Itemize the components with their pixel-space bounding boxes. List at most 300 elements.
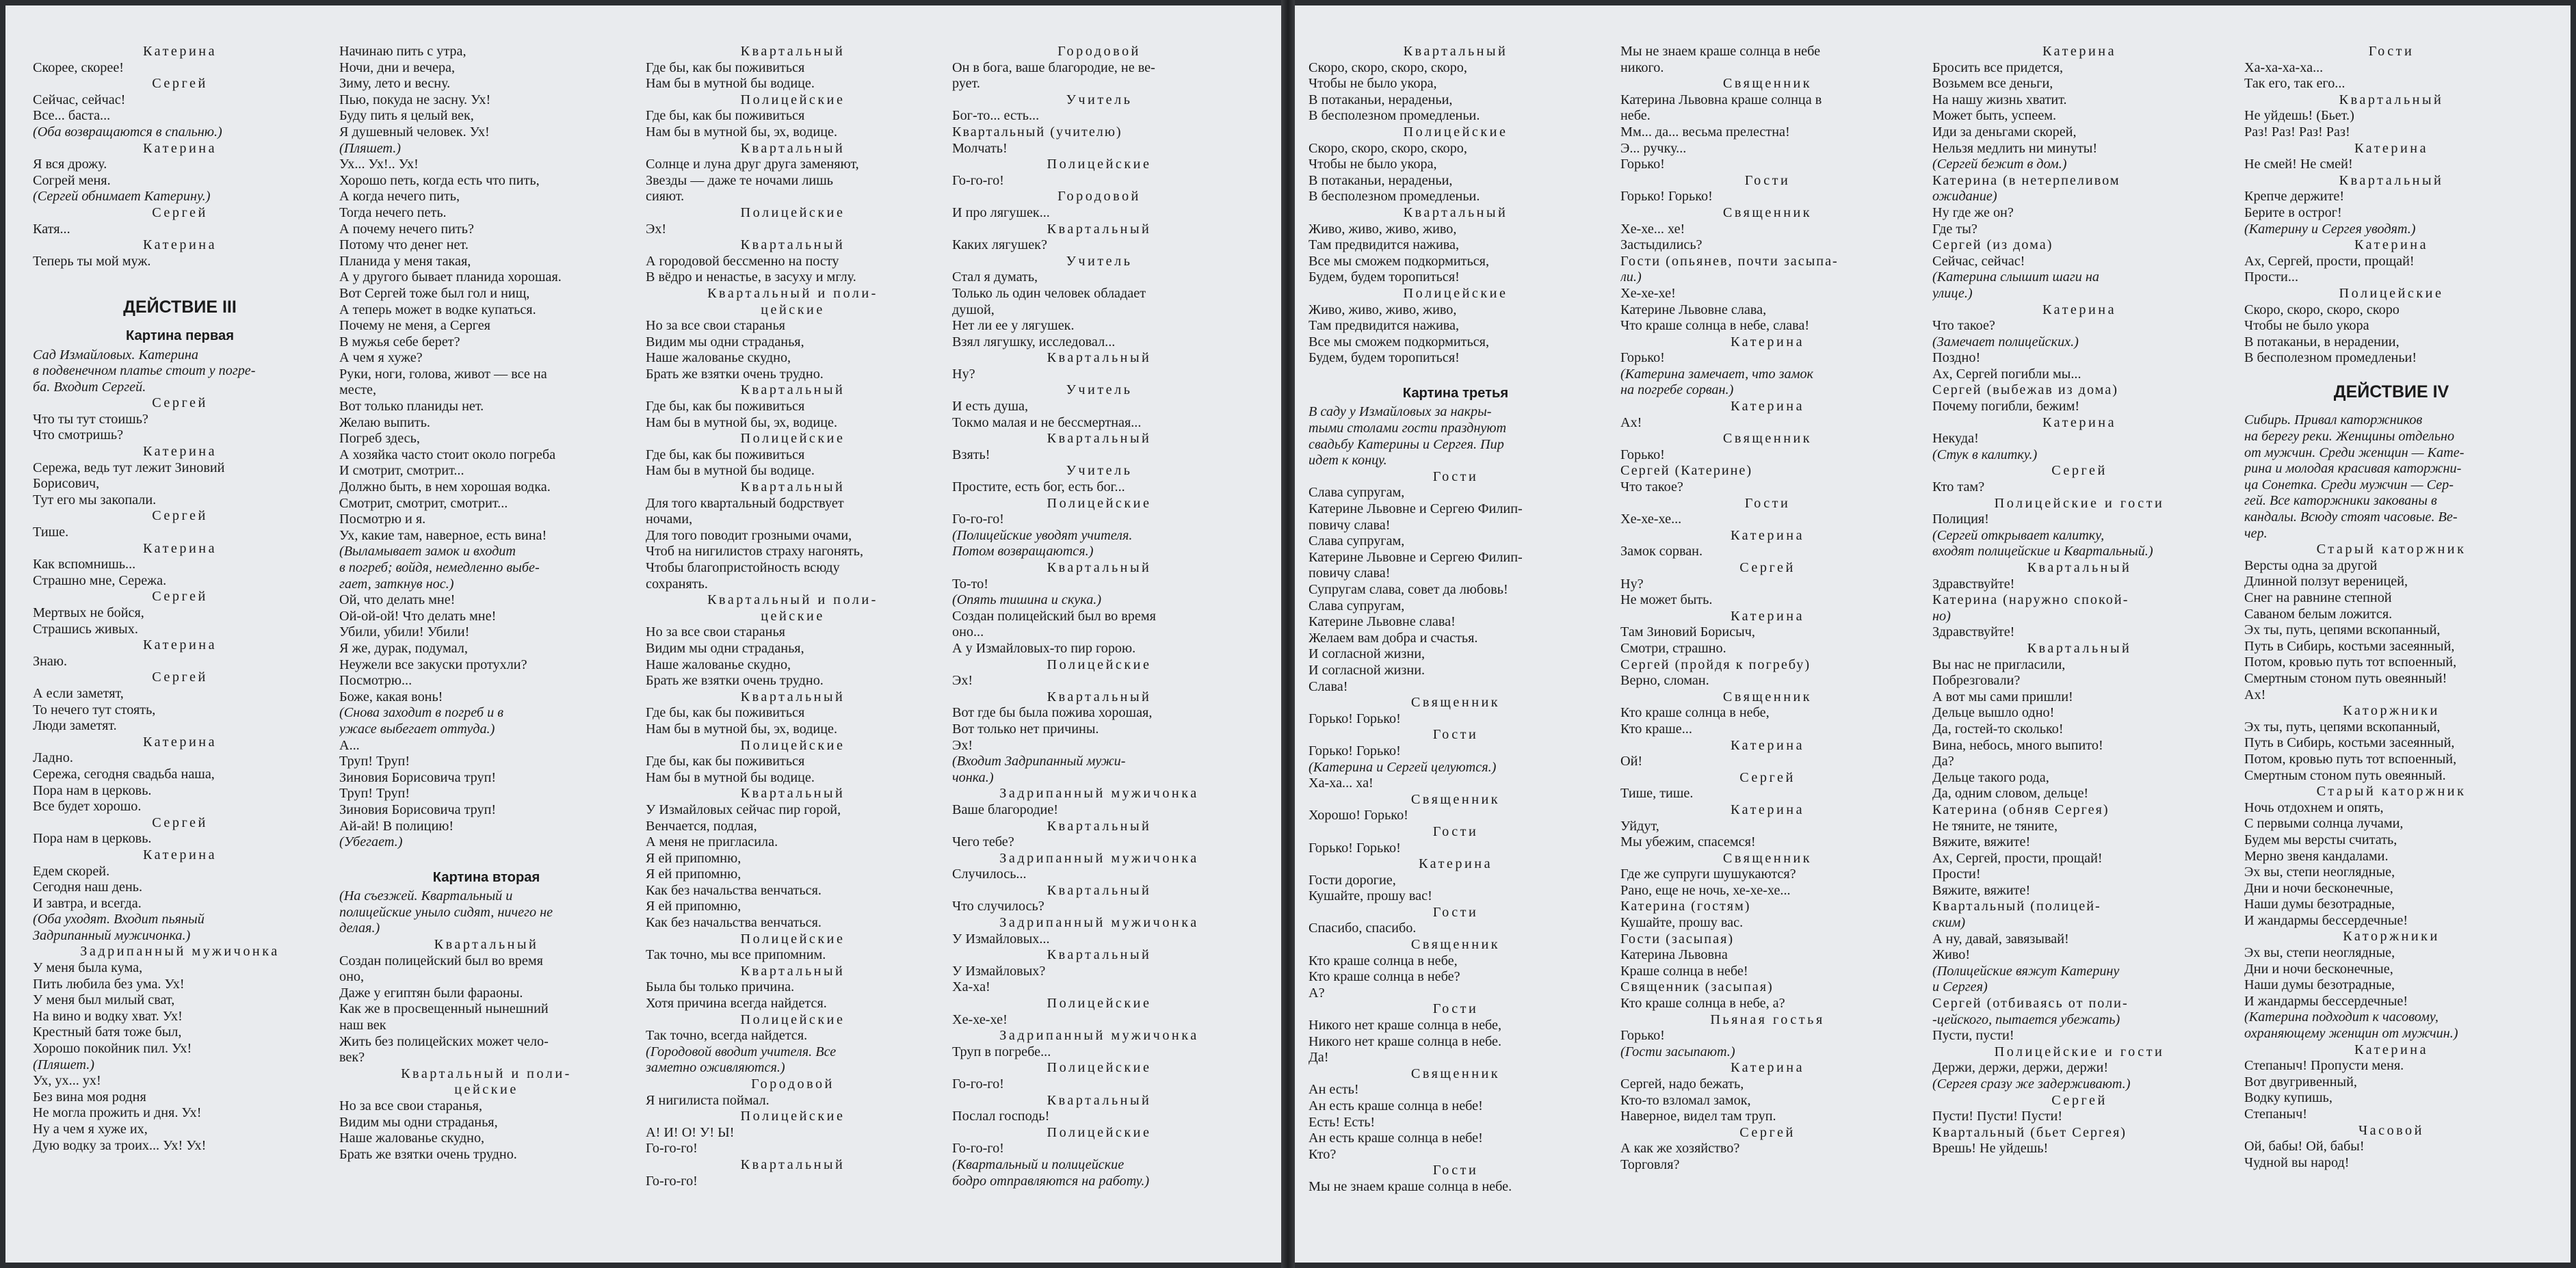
text-line: Вот где бы была пожива хорошая, — [952, 705, 1153, 721]
act-heading: ДЕЙСТВИЕ III — [123, 298, 237, 317]
text-line: Наверное, видел там труп. — [1620, 1109, 1776, 1124]
text-line: Эх! — [646, 221, 667, 237]
text-line: Ночи, дни и вечера, — [339, 60, 456, 75]
text-line: Почему погибли, бежим! — [1932, 399, 2080, 414]
text-line: Ай-ай! В полицию! — [339, 818, 454, 834]
stage-direction: -цейского, пытается убежать) — [1932, 1012, 2120, 1027]
text-line: Нам бы в мутной бы, эх, водице. — [646, 721, 838, 737]
text-line: Смотрит, смотрит, смотрит... — [339, 495, 508, 511]
text-line: Ой, бабы! Ой, бабы! — [2244, 1139, 2365, 1154]
speaker-name: Священник — [1722, 850, 1813, 866]
speaker-name: Задрипанный мужичонка — [999, 786, 1199, 802]
text-line: Нам бы в мутной бы водице. — [646, 463, 815, 479]
text-line: Кто краше солнца в небе, — [1309, 953, 1458, 968]
text-line: Почему не меня, а Сергея — [339, 318, 490, 334]
stage-direction: рина и молодая красивая каторжни- — [2244, 461, 2462, 477]
speaker-name: Катерина — [1730, 399, 1805, 414]
text-line: Где же супруги шушукаются? — [1620, 867, 1796, 882]
text-line: повичу слава! — [1309, 566, 1391, 581]
text-line: Спасибо, спасибо. — [1309, 921, 1417, 936]
speaker-name: Квартальный — [2027, 560, 2132, 575]
speaker-name: Священник (засыпая) — [1620, 979, 1774, 995]
text-line: Без вина моя родня — [33, 1089, 146, 1105]
text-line: сияют. — [646, 189, 685, 204]
text-line: Водку купишь, — [2244, 1090, 2332, 1106]
text-line: Смертным стоном путь овеянный! — [2244, 670, 2447, 686]
speaker-name: Катерина — [142, 637, 218, 653]
text-line: Кто краше солнца в небе, а? — [1620, 996, 1785, 1012]
text-line: Послал господь! — [952, 1109, 1050, 1124]
text-line: Го-го-го! — [646, 1173, 698, 1189]
speaker-name: Катерина — [2042, 302, 2117, 317]
text-line: Скорее, скорее! — [33, 60, 124, 75]
stage-direction: полицейские уныло сидят, ничего не — [339, 904, 553, 920]
text-line: Здравствуйте! — [1932, 576, 2015, 592]
speaker-name: Полицейские — [1047, 495, 1152, 511]
text-line: Но за все свои старанья — [646, 318, 785, 334]
speaker-name: Квартальный — [434, 937, 539, 953]
text-line: Не тяните, не тяните, — [1932, 818, 2058, 834]
stage-direction: чонка.) — [952, 769, 994, 785]
text-line: Слава! — [1309, 678, 1348, 694]
text-line: Ах! — [2244, 687, 2266, 702]
text-line: Где бы, как бы поживиться — [646, 108, 805, 124]
stage-direction: (Полицейские уводят учителя. — [952, 527, 1133, 543]
speaker-name: Сергей — [1739, 560, 1796, 575]
text-line: А! И! О! У! Ы! — [646, 1124, 735, 1140]
text-line: И есть душа, — [952, 399, 1029, 414]
text-line: Тише. — [33, 525, 69, 540]
text-column — [1309, 44, 1603, 1254]
text-line: И про лягушек... — [952, 204, 1050, 220]
text-column — [33, 44, 327, 1254]
text-line: Хорошо петь, когда есть что пить, — [339, 172, 540, 188]
speaker-name: Учитель — [1066, 463, 1133, 479]
text-line: Ан есть краше солнца в небе! — [1309, 1131, 1483, 1146]
text-line: А хозяйка часто стоит около погреба — [339, 447, 556, 462]
speaker-name: Сергей — [152, 204, 208, 220]
speaker-name: Катерина — [2042, 44, 2117, 59]
text-line: Слава супругам, — [1309, 533, 1405, 549]
speaker-name: Квартальный — [2027, 640, 2132, 656]
text-line: век? — [339, 1050, 365, 1066]
speaker-name: Квартальный — [1047, 350, 1152, 366]
text-column — [1620, 44, 1915, 1254]
speaker-name: Полицейские — [1047, 657, 1152, 672]
text-line: Будем, будем торопиться! — [1309, 269, 1460, 285]
speaker-name: Священник — [1410, 937, 1501, 953]
text-line: А... — [339, 737, 360, 753]
spacer — [33, 269, 327, 282]
text-line: Тише, тише. — [1620, 786, 1694, 802]
speaker-name: Катерина — [1730, 334, 1805, 349]
speaker-name: Квартальный — [740, 382, 845, 398]
text-line: Эх вы, степи неоглядные, — [2244, 864, 2395, 880]
text-line: С первыми солнца лучами, — [2244, 816, 2404, 832]
text-column — [952, 44, 1246, 1254]
stage-direction: улице.) — [1932, 285, 1973, 301]
speaker-name: Квартальный — [1047, 947, 1152, 963]
text-line: Ой-ой-ой! Что делать мне! — [339, 608, 497, 624]
speaker-name: Квартальный и поли- — [401, 1066, 572, 1081]
text-line: У меня была кума, — [33, 960, 143, 976]
text-line: Он в бога, ваше благородие, не ве- — [952, 60, 1155, 75]
text-line: Поздно! — [1932, 350, 1981, 366]
text-line: Наше жалованье скудно, — [339, 1131, 485, 1146]
text-line: Пусти, пусти! — [1932, 1028, 2014, 1044]
text-line: Смотри, страшно. — [1620, 640, 1726, 656]
text-line: Прости! — [1932, 867, 1981, 882]
text-line: А вот мы сами пришли! — [1932, 689, 2073, 704]
text-line: Катерина Львовна — [1620, 947, 1728, 963]
text-line: Мм... да... весьма прелестна! — [1620, 124, 1790, 140]
text-line: Го-го-го! — [952, 1077, 1004, 1092]
stage-direction: ли.) — [1620, 269, 1642, 285]
text-line: Случилось... — [952, 867, 1027, 882]
stage-direction: (Замечает полицейских.) — [1932, 334, 2079, 349]
stage-direction: (Катерину и Сергея уводят.) — [2244, 221, 2416, 237]
text-line: Зиновия Борисовича труп! — [339, 769, 497, 785]
text-line: Мы не знаем краше солнца в небе. — [1309, 1178, 1512, 1194]
text-line: Горько! Горько! — [1309, 743, 1401, 758]
text-line: повичу слава! — [1309, 517, 1391, 533]
text-line: Не смей! Не смей! — [2244, 157, 2353, 172]
speaker-name: Катерина — [142, 734, 218, 750]
stage-direction: (Полицейские вяжут Катерину — [1932, 963, 2120, 979]
text-line: Тогда нечего петь. — [339, 204, 447, 220]
text-line: Ваше благородие! — [952, 802, 1059, 817]
text-line: А? — [1309, 985, 1325, 1001]
speaker-name: Полицейские — [1047, 157, 1152, 172]
text-line: Сергей, надо бежать, — [1620, 1077, 1744, 1092]
text-line: Чтобы не было укора, — [1309, 76, 1437, 92]
text-line: Дни и ночи бесконечные, — [2244, 880, 2393, 896]
stage-direction: Задрипанный мужичонка.) — [33, 927, 191, 943]
stage-direction: Сибирь. Привал каторжников — [2244, 412, 2423, 428]
text-line: Чтобы не было укора — [2244, 318, 2369, 334]
text-line: Где ты? — [1932, 221, 1977, 237]
stage-direction: на погребе сорван.) — [1620, 382, 1734, 398]
text-line: Создан полицейский был во время — [952, 608, 1156, 624]
text-line: Эх! — [952, 737, 973, 753]
speaker-name: Катерина — [2354, 1042, 2429, 1057]
text-line: Путь в Сибирь, костьми засеянный, — [2244, 638, 2455, 654]
text-line: Замок сорван. — [1620, 544, 1703, 559]
text-line: Саваном белым ложится. — [2244, 606, 2393, 622]
stage-direction: (Сергей бежит в дом.) — [1932, 157, 2067, 172]
text-line: Нельзя медлить ни минуты! — [1932, 140, 2098, 156]
speaker-name: Священник — [1722, 689, 1813, 704]
text-line: Желаю выпить. — [339, 414, 430, 430]
text-line: Прости... — [2244, 269, 2298, 285]
text-line: Ах! — [1620, 414, 1642, 430]
text-line: Держи, держи, держи, держи! — [1932, 1060, 2109, 1076]
text-line: Я нигилиста поймал. — [646, 1092, 770, 1108]
book-gutter — [1281, 0, 1295, 1268]
stage-direction: ским) — [1932, 915, 1966, 931]
speaker-name: Квартальный — [1047, 431, 1152, 447]
speaker-name: Катерина — [142, 44, 218, 59]
act-heading: ДЕЙСТВИЕ IV — [2333, 382, 2449, 401]
text-line: Рано, еще не ночь, хе-хе-хе... — [1620, 882, 1791, 898]
text-line: Хе-хе... хе! — [1620, 221, 1685, 237]
text-line: Как без начальства венчаться. — [646, 915, 822, 931]
text-line: Я душевный человек. Ух! — [339, 124, 490, 140]
stage-direction: но) — [1932, 608, 1951, 624]
speaker-name: Квартальный — [2339, 92, 2444, 107]
text-line: Взять! — [952, 447, 990, 462]
text-line: Кто краше... — [1620, 721, 1692, 737]
text-line: Теперь ты мой муж. — [33, 253, 151, 269]
text-line: Ой! — [1620, 754, 1643, 769]
speaker-name: Сергей (отбиваясь от поли- — [1932, 996, 2129, 1012]
text-line: Скоро, скоро, скоро, скоро, — [1309, 60, 1467, 75]
speaker-name: Полицейские — [1047, 1124, 1152, 1140]
text-line: Вы нас не пригласили, — [1932, 657, 2066, 672]
speaker-name: Городовой — [1057, 44, 1141, 59]
speaker-name: Квартальный (учителю) — [952, 124, 1122, 140]
text-line: Где бы, как бы поживиться — [646, 447, 805, 462]
text-line: Есть! Есть! — [1309, 1114, 1376, 1130]
text-line: Что такое? — [1620, 479, 1683, 495]
text-line: А если заметят, — [33, 685, 124, 701]
text-line: ночами, — [646, 512, 693, 527]
speaker-name: Катерина — [1730, 737, 1805, 753]
text-line: Видим мы одни страданья, — [646, 640, 804, 656]
speaker-name: Полицейские — [2339, 285, 2444, 301]
text-line: Кто краше солнца в небе? — [1309, 969, 1460, 985]
speaker-name: Катерина — [142, 540, 218, 556]
text-line: Труп! Труп! — [339, 786, 410, 802]
speaker-name: Катерина (обняв Сергея) — [1932, 802, 2110, 817]
text-line: Катерина Львовна краше солнца в — [1620, 92, 1822, 107]
speaker-name: Гости — [1432, 1163, 1479, 1178]
text-line: Где бы, как бы поживиться — [646, 399, 805, 414]
text-line: Ну где же он? — [1932, 204, 2014, 220]
text-line: Путь в Сибирь, костьми засеянный, — [2244, 735, 2455, 751]
speaker-name: Квартальный — [2339, 172, 2444, 188]
speaker-name: Старый каторжник — [2316, 542, 2467, 557]
text-line: Только ль один человек обладает — [952, 285, 1146, 301]
scene-heading: Картина вторая — [432, 869, 540, 885]
text-line: Мы не знаем краше солнца в небе — [1620, 44, 1821, 59]
speaker-name: Сергей (Катерине) — [1620, 463, 1753, 479]
text-line: Не уйдешь! (Бьет.) — [2244, 108, 2354, 124]
text-line: Хорошо! Горько! — [1309, 808, 1408, 823]
speaker-name: Полицейские — [740, 1012, 845, 1027]
stage-direction: заметно оживляются.) — [646, 1060, 785, 1076]
text-column — [339, 44, 633, 1254]
text-line: Брать же взятки очень трудно. — [339, 1146, 517, 1162]
stage-direction: (Катерина слышит шаги на — [1932, 269, 2099, 285]
stage-direction: (Пляшет.) — [33, 1057, 95, 1072]
speaker-name: Священник — [1410, 1066, 1501, 1081]
text-line: Пить любила без ума. Ух! — [33, 976, 185, 992]
stage-direction: бодро отправляются на работу.) — [952, 1173, 1150, 1189]
text-line: душой, — [952, 302, 995, 317]
text-line: Там предвидится нажива, — [1309, 237, 1460, 253]
text-line: Ну? — [1620, 576, 1644, 592]
text-line: Чтобы не было укора, — [1309, 157, 1437, 172]
text-line: Живо, живо, живо, живо, — [1309, 221, 1457, 237]
text-line: Убили, убили! Убили! — [339, 624, 470, 640]
text-line: Все... баста... — [33, 108, 111, 124]
speaker-name: Задрипанный мужичонка — [999, 850, 1199, 866]
speaker-name: Квартальный — [1047, 560, 1152, 575]
stage-direction: (Входит Задрипанный мужи- — [952, 754, 1126, 769]
stage-direction: (Выламывает замок и входит — [339, 544, 516, 559]
speaker-name: Полицейские — [1403, 124, 1508, 140]
text-line: Возьмем все деньги, — [1932, 76, 2053, 92]
speaker-name: Сергей — [152, 395, 208, 411]
speaker-name: Квартальный — [1403, 44, 1508, 59]
stage-direction: ожидание) — [1932, 189, 1997, 204]
speaker-name: Катерина — [142, 237, 218, 253]
text-line: Да? — [1932, 754, 1954, 769]
text-line: Чудной вы народ! — [2244, 1154, 2350, 1170]
text-line: Стал я думать, — [952, 269, 1038, 285]
text-line: Чего тебе? — [952, 834, 1014, 850]
text-line: Как без начальства венчаться. — [646, 882, 822, 898]
text-line: месте, — [339, 382, 377, 398]
text-line: Ха-ха-ха-ха... — [2244, 60, 2324, 75]
text-line: Да, одним словом, дельце! — [1932, 786, 2089, 802]
text-line: Вяжите, вяжите! — [1932, 834, 2031, 850]
text-line: Там Зиновий Борисыч, — [1620, 624, 1755, 640]
text-line: Руки, ноги, голова, живот — все на — [339, 366, 547, 382]
text-line: Будем мы версты считать, — [2244, 832, 2397, 847]
text-column — [646, 44, 940, 1254]
speaker-name: Старый каторжник — [2316, 784, 2467, 800]
text-line: Что такое? — [1932, 318, 1995, 334]
text-line: Эх! — [952, 673, 973, 689]
text-line: Ха-ха... ха! — [1309, 776, 1374, 791]
text-line: Так точно, всегда найдется. — [646, 1028, 808, 1044]
text-line: Иди за деньгами скорей, — [1932, 124, 2077, 140]
text-line: В мужья себе берет? — [339, 334, 460, 349]
text-line: Пью, покуда не засну. Ух! — [339, 92, 491, 107]
text-line: Потом, кровью путь тот вспоенный, — [2244, 751, 2457, 767]
speaker-name: Задрипанный мужичонка — [999, 915, 1199, 931]
speaker-name: Квартальный — [740, 1157, 845, 1172]
text-line: Брать же взятки очень трудно. — [646, 366, 824, 382]
text-line: Наши думы безотрадные, — [2244, 977, 2395, 993]
text-line: Скоро, скоро, скоро, скоро, — [1309, 140, 1467, 156]
text-line: Ладно. — [33, 750, 73, 766]
text-line: Как вспомнишь... — [33, 557, 136, 572]
text-line: А у Измайловых-то пир горою. — [952, 640, 1136, 656]
stage-direction: Потом возвращаются.) — [952, 544, 1094, 559]
stage-direction: В саду у Измайловых за накры- — [1309, 404, 1492, 420]
text-line: Застыдились? — [1620, 237, 1703, 253]
stage-direction: (На съезжей. Квартальный и — [339, 888, 513, 904]
text-line: Кушайте, прошу вас. — [1620, 915, 1744, 931]
text-line: Венчается, подлая, — [646, 818, 757, 834]
text-line: Где бы, как бы поживиться — [646, 705, 805, 721]
text-line: Вот только нет причины. — [952, 721, 1099, 737]
text-line: Все мы сможем подкормиться, — [1309, 334, 1490, 349]
spacer — [339, 851, 633, 863]
text-line: рует. — [952, 76, 980, 92]
speaker-name: Задрипанный мужичонка — [999, 1028, 1199, 1044]
text-line: Где бы, как бы поживиться — [646, 60, 805, 75]
text-line: Го-го-го! — [646, 1141, 698, 1157]
text-line: Ух, какие там, наверное, есть вина! — [339, 527, 547, 543]
text-line: Верно, сломан. — [1620, 673, 1709, 689]
text-line: Сейчас, сейчас! — [33, 92, 126, 107]
text-line: оно... — [952, 624, 984, 640]
speaker-name: Священник — [1722, 76, 1813, 92]
stage-direction: в подвенечном платье стоит у погре- — [33, 363, 256, 379]
text-line: Не может быть. — [1620, 592, 1713, 608]
speaker-name: Полицейские — [740, 92, 845, 107]
text-line: Крестный батя тоже был, — [33, 1025, 182, 1040]
text-line: Создан полицейский был во время — [339, 953, 543, 968]
text-line: Краше солнца в небе! — [1620, 963, 1748, 979]
text-line: Планида у меня такая, — [339, 253, 471, 269]
text-line: Крепче держите! — [2244, 189, 2345, 204]
text-line: Страшно мне, Сережа. — [33, 572, 167, 588]
speaker-name: Катерина — [142, 444, 218, 460]
text-line: Хорошо покойник пил. Ух! — [33, 1041, 192, 1057]
text-line: Пора нам в церковь. — [33, 782, 152, 798]
text-line: Жить без полицейских может чело- — [339, 1033, 549, 1049]
text-line: Мы убежим, спасемся! — [1620, 834, 1756, 850]
speaker-name: цейские — [761, 608, 825, 624]
text-line: Пусти! Пусти! Пусти! — [1932, 1109, 2063, 1124]
scene-heading: Картина первая — [125, 328, 235, 343]
text-line: Ах, Сергей, прости, прощай! — [1932, 850, 2103, 866]
speaker-name: Гости — [2368, 44, 2415, 59]
text-line: Нам бы в мутной бы водице. — [646, 769, 815, 785]
speaker-name: Сергей (пройдя к погребу) — [1620, 657, 1811, 672]
text-line: То нечего тут стоять, — [33, 702, 156, 717]
text-line: Боже, какая вонь! — [339, 689, 443, 704]
text-line: И жандармы бессердечные! — [2244, 993, 2408, 1009]
text-line: Катерине Львовне и Сергею Филип- — [1309, 501, 1523, 517]
speaker-name: Полицейские — [740, 431, 845, 447]
text-line: Слава супругам, — [1309, 598, 1405, 613]
speaker-name: Катерина — [1730, 608, 1805, 624]
speaker-name: Квартальный — [740, 786, 845, 802]
text-line: никого. — [1620, 60, 1664, 75]
text-line: У Измайловых... — [952, 931, 1050, 947]
speaker-name: Полицейские — [1047, 996, 1152, 1012]
text-line: Ой, что делать мне! — [339, 592, 456, 608]
text-line: Дельце вышло одно! — [1932, 705, 2055, 721]
text-line: Снег на равнине степной — [2244, 590, 2392, 605]
speaker-name: Сергей — [1739, 769, 1796, 785]
speaker-name: Катерина (гостям) — [1620, 899, 1751, 914]
text-line: Труп! Труп! — [339, 754, 410, 769]
text-line: Кто? — [1309, 1146, 1337, 1162]
text-line: Горько! — [1620, 447, 1665, 462]
speaker-name: Полицейские — [740, 204, 845, 220]
speaker-name: Катерина — [1730, 527, 1805, 543]
stage-direction: идет к концу. — [1309, 453, 1387, 468]
text-line: Мерно звеня кандалами. — [2244, 848, 2389, 864]
text-line: Была бы только причина. — [646, 979, 795, 995]
text-line: А теперь может в водке купаться. — [339, 302, 536, 317]
text-line: Раз! Раз! Раз! Раз! — [2244, 124, 2350, 140]
text-line: Страшись живых. — [33, 621, 138, 637]
stage-direction: в погреб; войдя, немедленно выбе- — [339, 560, 540, 575]
text-line: И согласной жизни. — [1309, 662, 1425, 678]
text-line: Я ей припомню, — [646, 899, 741, 914]
stage-direction: чер. — [2244, 525, 2268, 541]
speaker-name: Квартальный — [740, 237, 845, 253]
speaker-name: Священник — [1722, 204, 1813, 220]
